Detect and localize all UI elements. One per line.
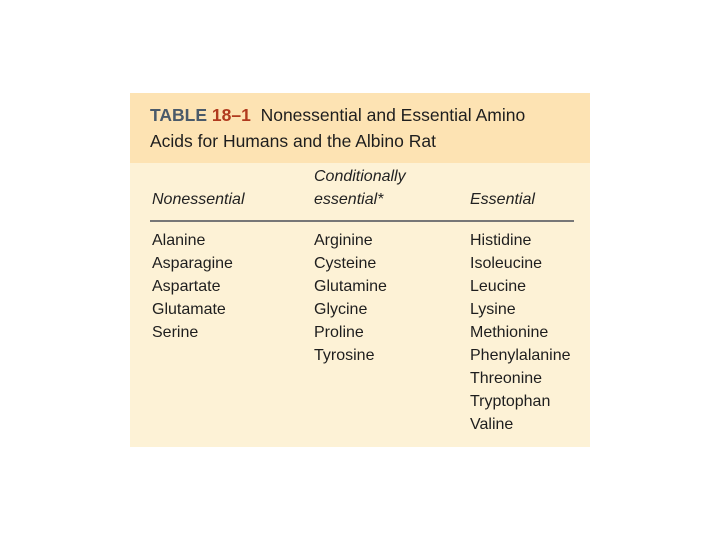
list-item: Phenylalanine <box>470 347 571 364</box>
list-item: Leucine <box>470 278 527 295</box>
column-header-nonessential-text: Nonessential <box>152 191 245 208</box>
column-header-essential-text: Essential <box>470 191 535 208</box>
list-item: Glutamate <box>152 301 226 318</box>
header-divider <box>150 220 574 222</box>
list-item: Glutamine <box>314 278 387 295</box>
list-item: Asparagine <box>152 255 233 272</box>
column-headers <box>130 163 590 219</box>
column-nonessential <box>152 229 233 344</box>
list-item: Cysteine <box>314 255 377 272</box>
table-number: 18–1 <box>211 105 251 125</box>
table-title-line1: Nonessential and Essential Amino <box>260 105 526 125</box>
column-header-nonessential <box>152 188 245 211</box>
column-header-conditionally-line2: essential* <box>314 191 384 208</box>
list-item: Valine <box>470 416 514 433</box>
list-item: Proline <box>314 324 364 341</box>
column-header-essential <box>470 188 535 211</box>
column-essential <box>470 229 571 436</box>
list-item: Serine <box>152 324 199 341</box>
list-item: Histidine <box>470 232 532 249</box>
list-item: Threonine <box>470 370 543 387</box>
amino-acid-table <box>130 93 590 447</box>
list-item: Lysine <box>470 301 516 318</box>
list-item: Aspartate <box>152 278 221 295</box>
column-header-conditionally-line1: Conditionally <box>314 168 406 185</box>
table-title-line2: Acids for Humans and the Albino Rat <box>150 131 436 151</box>
list-item: Isoleucine <box>470 255 543 272</box>
table-label: TABLE <box>150 105 208 125</box>
list-item: Glycine <box>314 301 368 318</box>
column-conditionally-essential <box>314 229 387 367</box>
column-header-conditionally-essential <box>314 165 406 211</box>
table-header <box>130 93 590 163</box>
list-item: Arginine <box>314 232 373 249</box>
list-item: Methionine <box>470 324 549 341</box>
list-item: Tyrosine <box>314 347 375 364</box>
list-item: Alanine <box>152 232 206 249</box>
list-item: Tryptophan <box>470 393 551 410</box>
